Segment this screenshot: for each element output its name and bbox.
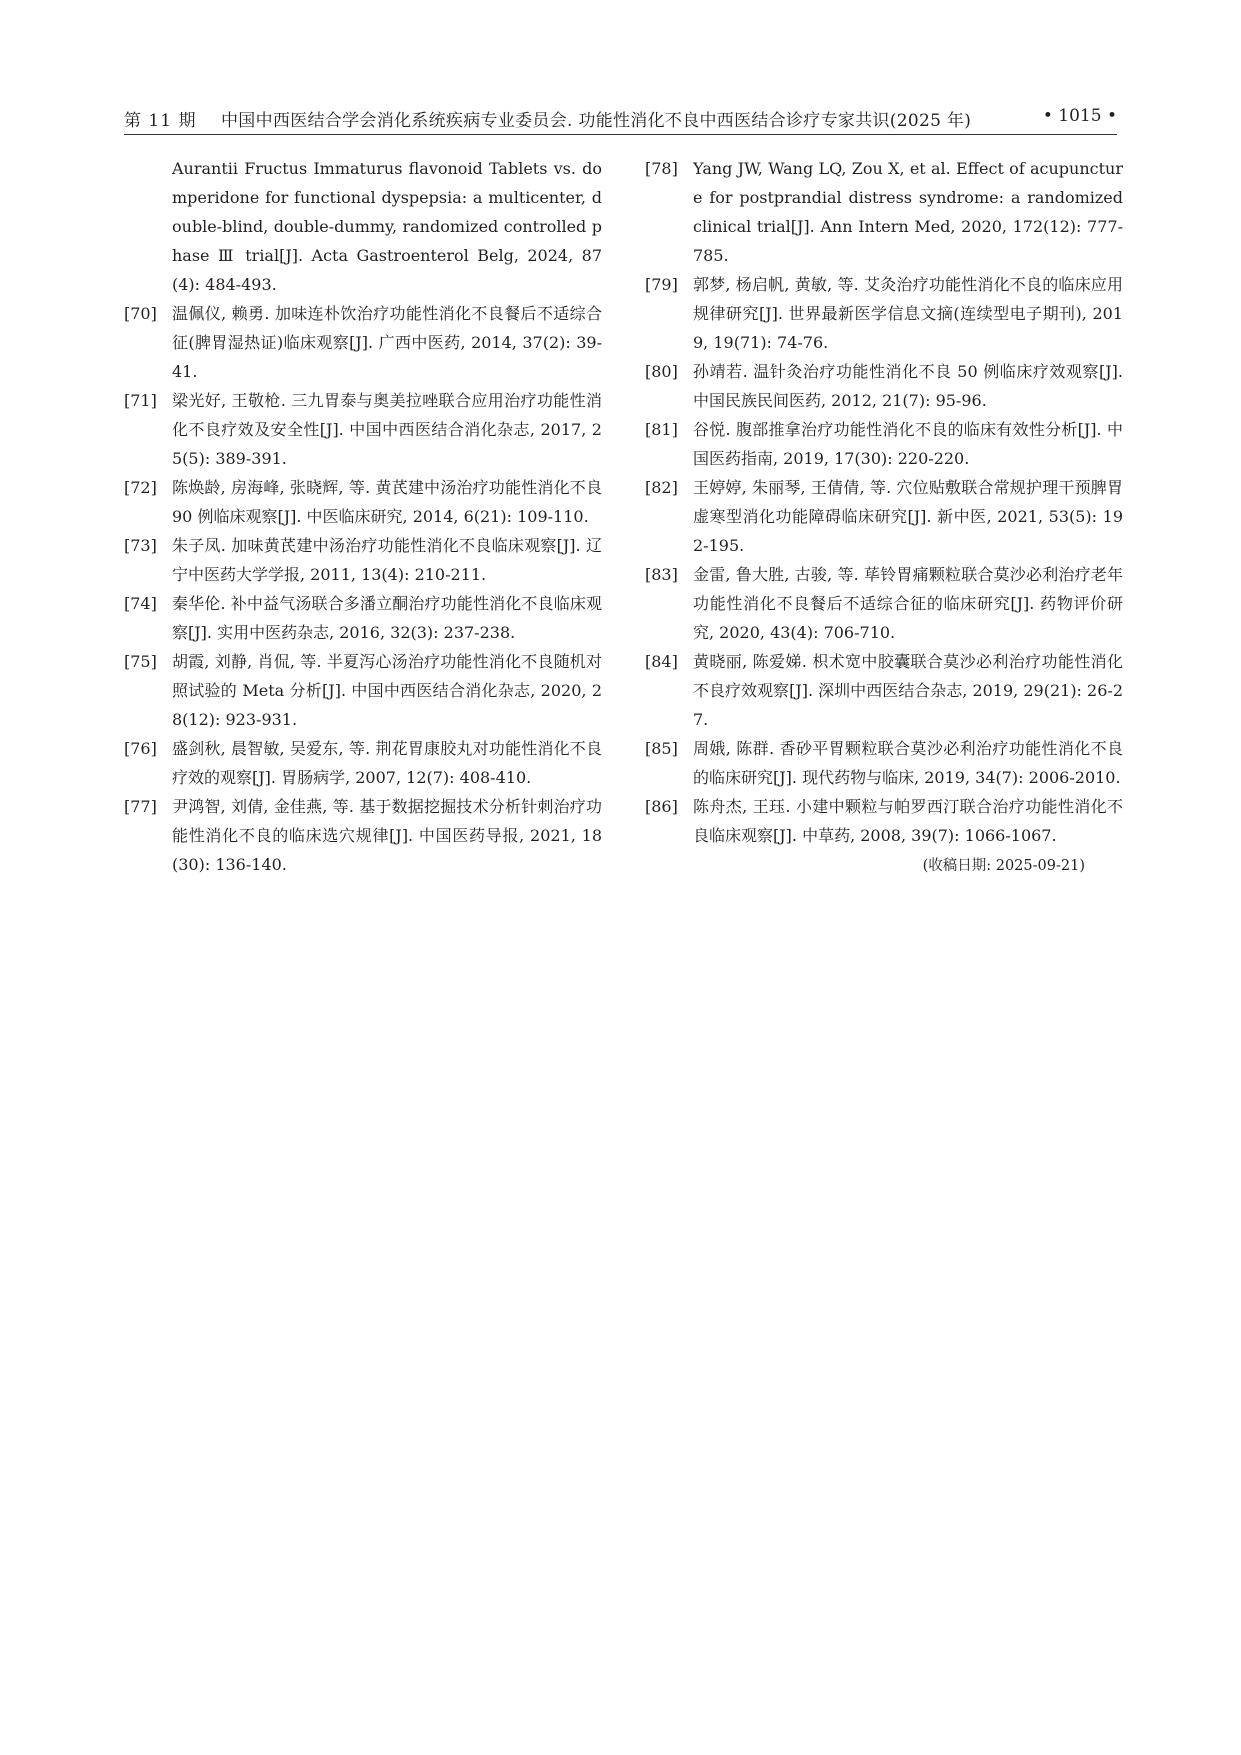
reference-text: 盛剑秋, 晨智敏, 吴爱东, 等. 荆花胃康胶丸对功能性消化不良疗效的观察[J]. 胃肠病学, 2007, 12(7): 408-410. xyxy=(172,739,602,787)
reference-item xyxy=(645,473,1123,560)
page-number: • 1015 • xyxy=(1042,106,1117,126)
reference-item xyxy=(124,473,602,531)
reference-number: [84] xyxy=(645,652,678,671)
reference-item xyxy=(645,734,1123,792)
right-column xyxy=(645,154,1123,881)
reference-item xyxy=(124,792,602,879)
reference-text: 陈焕龄, 房海峰, 张晓辉, 等. 黄芪建中汤治疗功能性消化不良 90 例临床观察[J]. 中医临床研究, 2014, 6(21): 109-110. xyxy=(172,478,602,526)
reference-text: Aurantii Fructus Immaturus flavonoid Tablets vs. domperidone for functional dyspepsia: a multicenter, double-blind, double-dummy, randomized controlled phase Ⅲ trial[J]. Acta Gastroenterol Belg, 2024, 87(4): 484-493. xyxy=(172,159,602,294)
reference-number: [79] xyxy=(645,275,678,294)
reference-text: 王婷婷, 朱丽琴, 王倩倩, 等. 穴位贴敷联合常规护理干预脾胃虚寒型消化功能障碍临床研究[J]. 新中医, 2021, 53(5): 192-195. xyxy=(693,478,1123,555)
reference-item xyxy=(124,647,602,734)
reference-item xyxy=(645,415,1123,473)
reference-number: [83] xyxy=(645,565,678,584)
reference-item xyxy=(645,560,1123,647)
reference-text: 胡霞, 刘静, 肖侃, 等. 半夏泻心汤治疗功能性消化不良随机对照试验的 Meta 分析[J]. 中国中西医结合消化杂志, 2020, 28(12): 923-931. xyxy=(172,652,602,729)
reference-item xyxy=(124,589,602,647)
reference-text: 金雷, 鲁大胜, 古骏, 等. 荜铃胃痛颗粒联合莫沙必利治疗老年功能性消化不良餐后不适综合征的临床研究[J]. 药物评价研究, 2020, 43(4): 706-710. xyxy=(693,565,1123,642)
received-date: (收稿日期: 2025-09-21) xyxy=(922,858,1085,874)
left-column xyxy=(124,154,602,879)
reference-text: 秦华伦. 补中益气汤联合多潘立酮治疗功能性消化不良临床观察[J]. 实用中医药杂志, 2016, 32(3): 237-238. xyxy=(172,594,602,642)
reference-text: 周娥, 陈群. 香砂平胃颗粒联合莫沙必利治疗功能性消化不良的临床研究[J]. 现代药物与临床, 2019, 34(7): 2006-2010. xyxy=(693,739,1123,787)
reference-text: 朱子凤. 加味黄芪建中汤治疗功能性消化不良临床观察[J]. 辽宁中医药大学学报, 2011, 13(4): 210-211. xyxy=(172,536,602,584)
reference-item xyxy=(645,154,1123,270)
reference-text: 陈舟杰, 王珏. 小建中颗粒与帕罗西汀联合治疗功能性消化不良临床观察[J]. 中草药, 2008, 39(7): 1066-1067. xyxy=(693,797,1123,845)
reference-number: [76] xyxy=(124,739,157,758)
reference-item xyxy=(124,531,602,589)
reference-item xyxy=(124,386,602,473)
running-header xyxy=(124,100,1117,135)
reference-number: [82] xyxy=(645,478,678,497)
reference-number: [85] xyxy=(645,739,678,758)
reference-number: [70] xyxy=(124,304,157,323)
reference-item xyxy=(124,734,602,792)
issue-label: 第 11 期 xyxy=(124,111,197,131)
reference-number: [71] xyxy=(124,391,157,410)
reference-text: 黄晓丽, 陈爱娣. 枳术宽中胶囊联合莫沙必利治疗功能性消化不良疗效观察[J]. 深圳中西医结合杂志, 2019, 29(21): 26-27. xyxy=(693,652,1123,729)
reference-number: [77] xyxy=(124,797,157,816)
reference-number: [81] xyxy=(645,420,678,439)
reference-continuation xyxy=(124,154,602,299)
reference-number: [78] xyxy=(645,159,678,178)
reference-item xyxy=(645,357,1123,415)
reference-text: 谷悦. 腹部推拿治疗功能性消化不良的临床有效性分析[J]. 中国医药指南, 2019, 17(30): 220-220. xyxy=(693,420,1123,468)
reference-number: [86] xyxy=(645,797,678,816)
reference-item xyxy=(124,299,602,386)
reference-number: [80] xyxy=(645,362,678,381)
reference-number: [75] xyxy=(124,652,157,671)
reference-text: Yang JW, Wang LQ, Zou X, et al. Effect of acupuncture for postprandial distress syndrome: a randomized clinical trial[J]. Ann Intern Med, 2020, 172(12): 777-785. xyxy=(693,159,1123,265)
reference-number: [74] xyxy=(124,594,157,613)
reference-text: 温佩仪, 赖勇. 加味连朴饮治疗功能性消化不良餐后不适综合征(脾胃湿热证)临床观察[J]. 广西中医药, 2014, 37(2): 39-41. xyxy=(172,304,602,381)
reference-text: 梁光好, 王敬枪. 三九胃泰与奥美拉唑联合应用治疗功能性消化不良疗效及安全性[J]. 中国中西医结合消化杂志, 2017, 25(5): 389-391. xyxy=(172,391,602,468)
reference-item xyxy=(645,270,1123,357)
reference-text: 尹鸿智, 刘倩, 金佳燕, 等. 基于数据挖掘技术分析针刺治疗功能性消化不良的临床选穴规律[J]. 中国医药导报, 2021, 18(30): 136-140. xyxy=(172,797,602,874)
reference-text: 孙靖若. 温针灸治疗功能性消化不良 50 例临床疗效观察[J]. 中国民族民间医药, 2012, 21(7): 95-96. xyxy=(693,362,1123,410)
reference-item xyxy=(645,647,1123,734)
reference-text: 郭梦, 杨启帆, 黄敏, 等. 艾灸治疗功能性消化不良的临床应用规律研究[J]. 世界最新医学信息文摘(连续型电子期刊), 2019, 19(71): 74-76. xyxy=(693,275,1123,352)
reference-number: [72] xyxy=(124,478,157,497)
running-title: 中国中西医结合学会消化系统疾病专业委员会. 功能性消化不良中西医结合诊疗专家共识(2025 年) xyxy=(221,111,972,131)
reference-number: [73] xyxy=(124,536,157,555)
reference-item xyxy=(645,792,1123,850)
